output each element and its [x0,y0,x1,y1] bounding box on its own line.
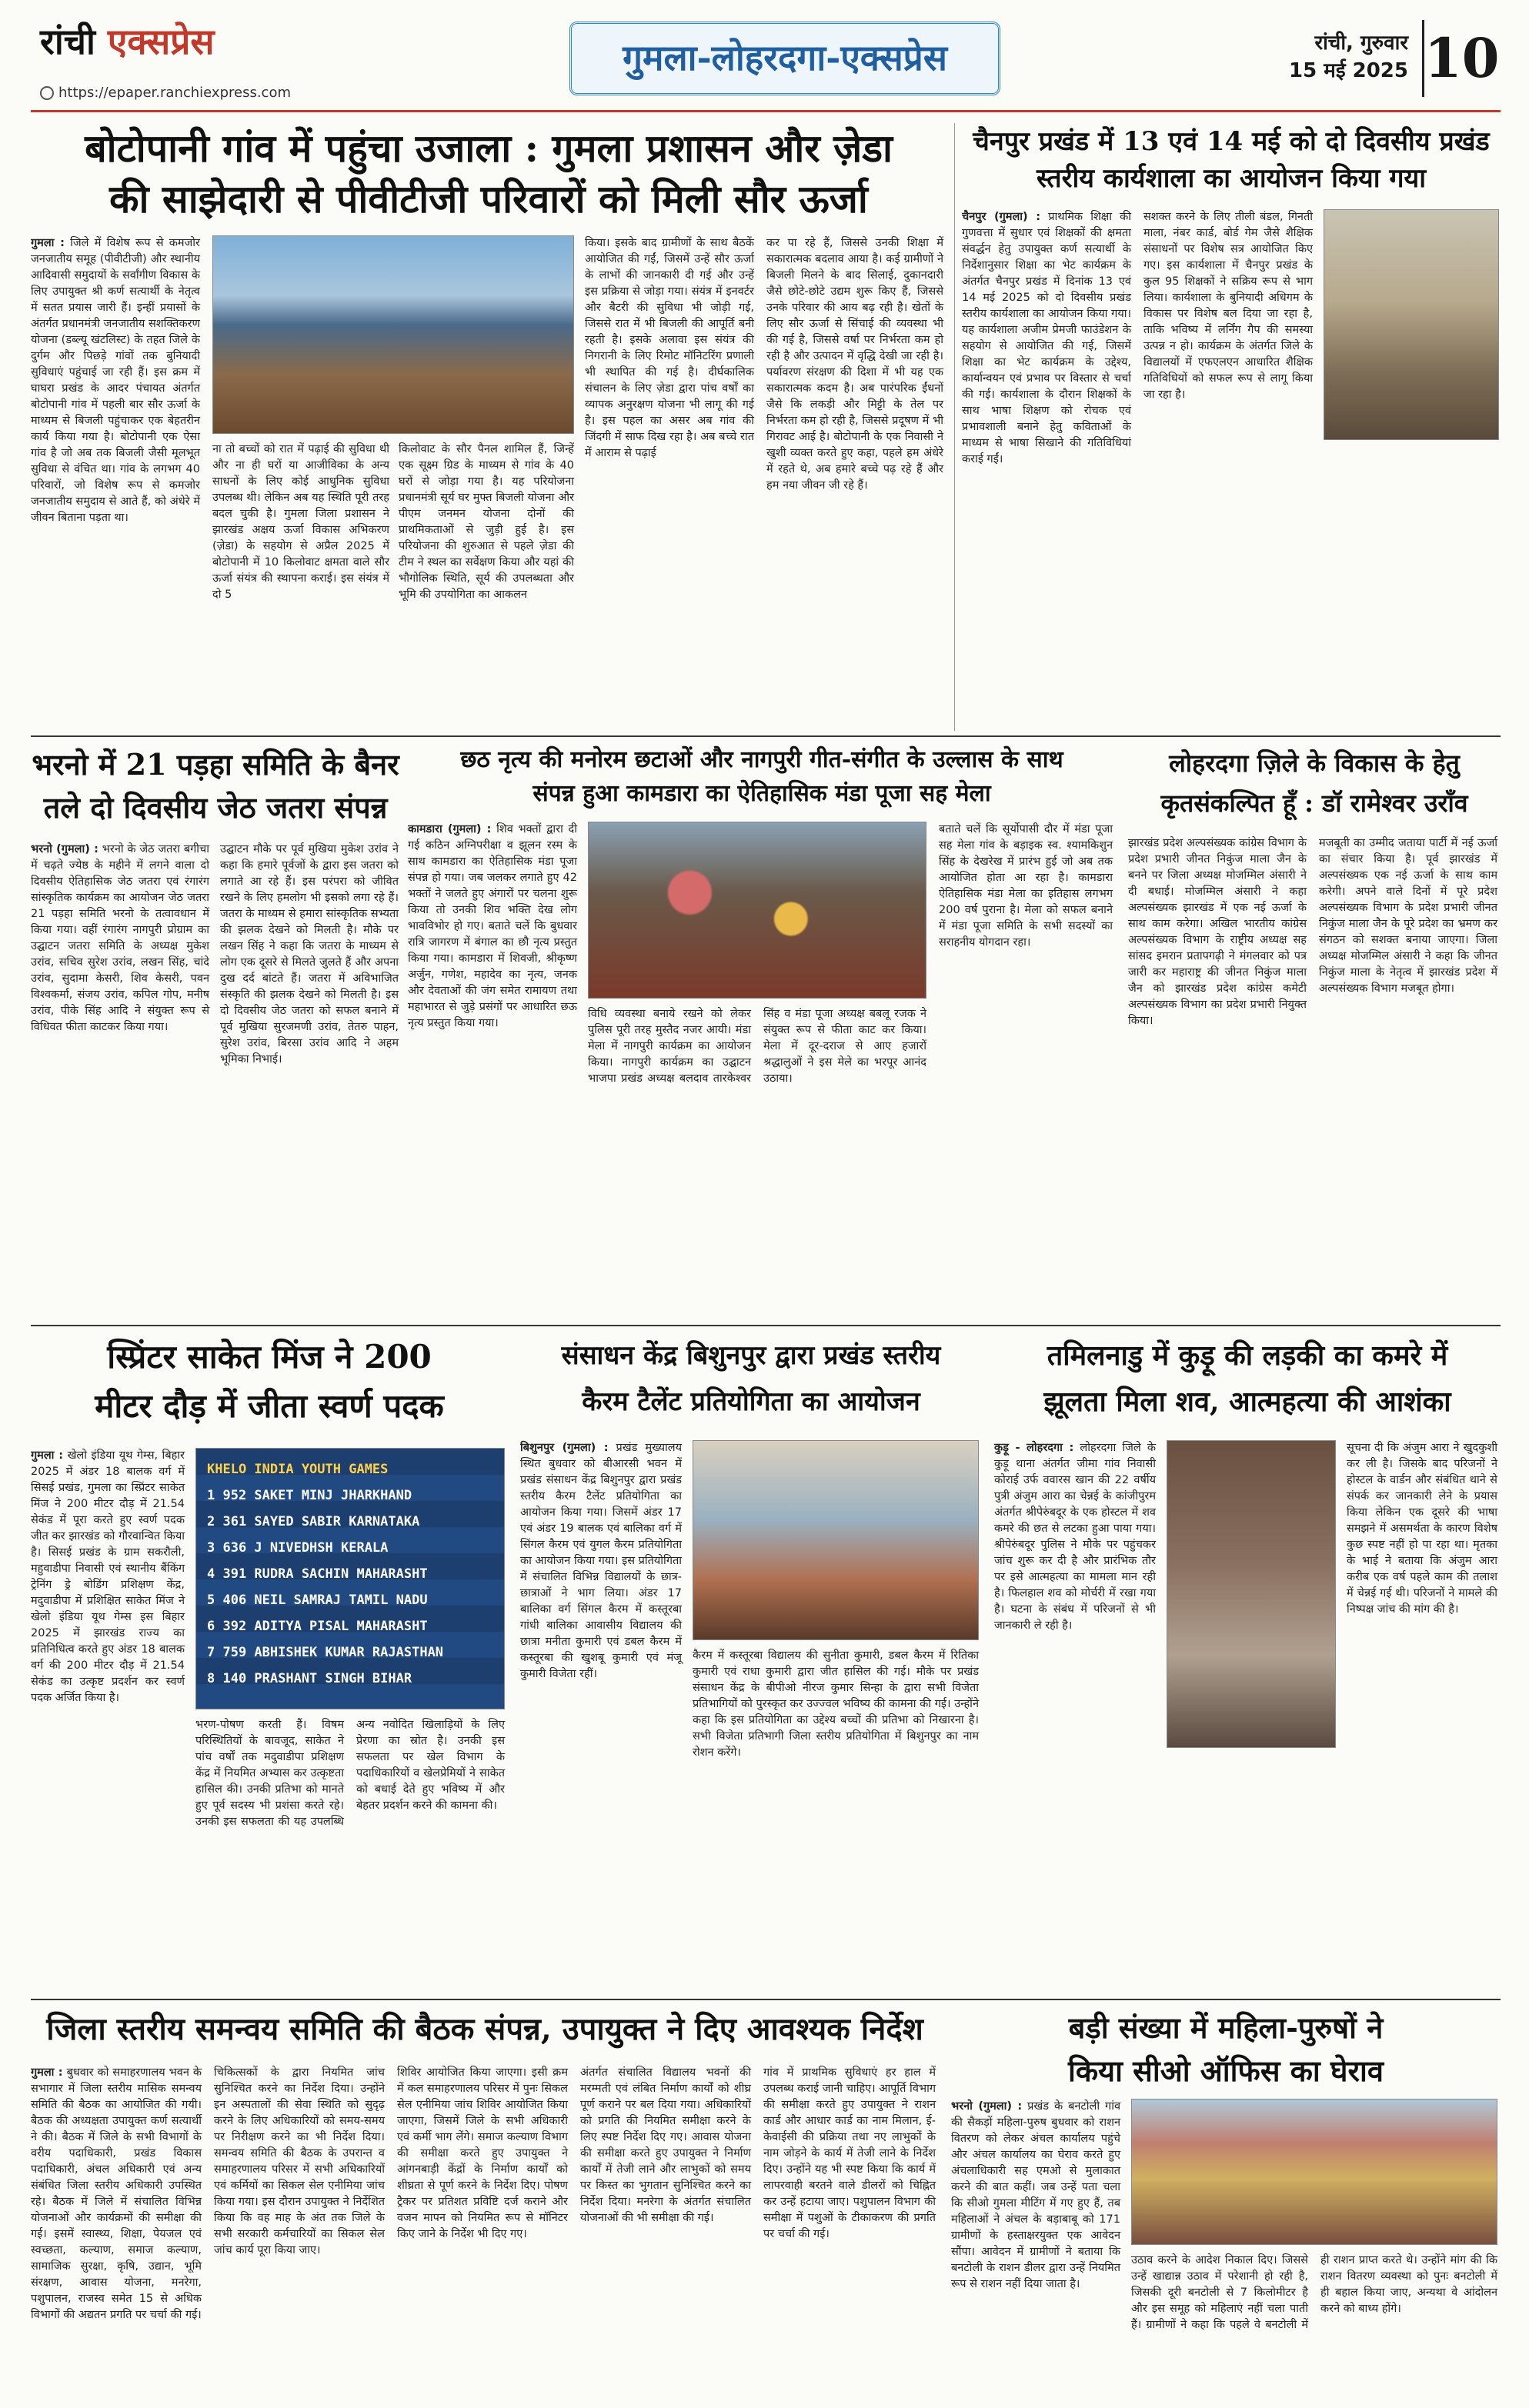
story-workshop-col1-text: प्राथमिक शिक्षा की गुणवत्ता में सुधार एवं शिक्षकों की क्षमता संवर्द्धन हेतु उपायुक्त कर्ण सत्यार्थी के निर्देशानुसार शिक्षा का भेट कार्यक्रम के अंतर्गत चैनपुर प्रखंड में दिनांक 13 एवं 14 मई 2025 को दो दिवसीय प्रखंड स्तरीय कार्यशाला का आयोजन किया गया। यह कार्यशाला अजीम प्रेमजी फाउंडेशन के सहयोग से आयोजित की गई, जिसमें शिक्षा का भेट कार्यक्रम के उद्देश्य, कार्यान्वयन एवं प्रभाव पर विस्तार से चर्चा की गई। कार्यशाला के दौरान शिक्षकों के साथ भाषा शिक्षण को रोचक एवं प्रभावशाली बनाने हेतु कविताओं के माध्यम से भाषा सिखाने की गतिविधियां कराई गईं। [962,211,1131,465]
story-workshop-col2 [1143,209,1313,728]
story-tamilnadu-col1 [994,1440,1156,1991]
story-meeting-col3-text: शिविर आयोजित किया जाएगा। इसी क्रम में कल समाहरणालय परिसर में पुनः सिकल सेल एनीमिया जांच शिविर आयोजित किया जाएगा, जिसमें जिले के सभी अधिकारी एवं कर्मी भाग लेंगे। समाज कल्याण विभाग की समीक्षा करते हुए उपायुक्त ने आंगनबाड़ी केंद्रों के निर्माण कार्यों को शीघ्रता से पूर्ण करने के निर्देश दिए। पोषण ट्रैकर पर प्रतिशत प्रविष्टि दर्ज कराने और वजन मापन को नियमित रूप से मॉनिटर किए जाने के निर्देश भी दिए गए। [397,2066,568,2240]
story-solar-col4-text: किया। इसके बाद ग्रामीणों के साथ बैठकें आयोजित की गईं, जिसमें उन्हें सौर ऊर्जा के लाभों की जानकारी दी गई और उन्हें इस प्रक्रिया से जोड़ा गया। संयंत्र में इनवर्टर और बैटरी की सुविधा भी जोड़ी गई, जिससे रात में भी बिजली की आपूर्ति बनी रहती है। इसके अलावा इस संयंत्र की निगरानी के लिए रिमोट मॉनिटरिंग प्रणाली भी स्थापित की गई है। दीर्घकालिक संचालन के लिए ज़ेडा द्वारा पांच वर्षों का व्यापक अनुरक्षण योजना भी लागू की गई है। इस पहल का असर अब गांव की जिंदगी में साफ दिख रहा है। अब बच्चे रात में आराम से पढ़ाई [585,237,754,459]
story-sprinter-col1 [31,1448,185,1991]
story-jatra-headline-line2: तले दो दिवसीय जेठ जतरा संपन्न [43,790,388,825]
story-manda-headline [408,743,1116,811]
story-carrom-dateline: बिशुनपुर (गुमला) : [520,1442,609,1454]
story-meeting-col1 [31,2065,202,2397]
story-carrom-photo [693,1440,979,1640]
story-meeting-col5-text: गांव में प्राथमिक सुविधाएं हर हाल में उपलब्ध कराई जानी चाहिए। आपूर्ति विभाग की समीक्षा करते हुए उपायुक्त ने राशन कार्ड और आधार कार्ड का नाम मिलान, ई-केवाईसी की प्रक्रिया तथा नए लाभुकों के नाम जोड़ने के कार्य में तेजी लाने के निर्देश दिए। उन्होंने यह भी स्पष्ट किया कि कार्य में लापरवाही बरतने वाले डीलरों को चिह्नित कर उन्हें हटाया जाए। पशुपालन विभाग की समीक्षा में पशुओं के टीकाकरण की प्रगति पर चर्चा की गई। [763,2066,936,2240]
story-manda [408,743,1116,1320]
story-manda-headline-line1: छठ नृत्य की मनोरम छटाओं और नागपुरी गीत-संगीत के उल्लास के साथ [460,746,1063,773]
results-board-row: 4 391 RUDRA SACHIN MAHARASHT [207,1566,428,1582]
story-carrom-col1 [520,1440,682,1991]
story-carrom-col2-text: कैरम में कस्तूरबा विद्यालय की सुनीता कुमारी, डबल कैरम में रितिका कुमारी एवं राधा कुमारी द्वारा जीत हासिल की गई। मौके पर प्रखंड संसाधन केंद्र के बीपीओ नीरज कुमार सिन्हा के द्वारा सभी विजेता प्रतिभागियों को पुरस्कृत कर उज्ज्वल भविष्य की कामना की गई। उन्होंने कहा कि इस प्रतियोगिता का उद्देश्य बच्चों की प्रतिभा को निखारना है। सभी विजेता प्रतिभागी जिला स्तरीय प्रतियोगिता में बिशुनपुर का नाम रोशन करेंगे। [693,1649,979,1759]
story-gherao-headline-line2: किया सीओ ऑफिस का घेराव [1068,2053,1384,2088]
story-carrom [520,1332,982,1994]
story-manda-photo [588,822,926,999]
story-gherao-col1 [951,2099,1120,2397]
story-gherao-col1-text: प्रखंड के बनटोली गांव की सैकड़ों महिला-पुरुष बुधवार को राशन वितरण को लेकर अंचल कार्यालय पहुंचे और अंचल कार्यालय का घेराव करते हुए अंचलाधिकारी सह एमओ से मुलाकात करने की बात कहीं। जब उन्हें पता चला कि सीओ गुमला मीटिंग में गए हुए हैं, तब महिलाओं ने अंचल के बड़ाबाबू को 171 ग्रामीणों के हस्ताक्षरयुक्त एक आवेदन सौंपा। आवेदन में ग्रामीणों ने बताया कि बनटोली के राशन डीलर द्वारा उन्हें नियमित रूप से राशन नहीं दिया जाता है। [951,2100,1121,2290]
story-solar-col1 [31,235,200,728]
section-rule [31,1999,1501,2000]
story-jatra-col2-text: उद्घाटन मौके पर पूर्व मुखिया मुकेश उरांव ने कहा कि हमारे पूर्वजों के द्वारा इस जतरा को लगाते आ रहे हैं। इस परंपरा को जीवित रखने के लिए हमलोग भी इसको लगा रहे हैं। जतरा के माध्यम से हमारा सांस्कृतिक सभ्यता की झलक देखने को मिलती है। मौके पर लखन सिंह ने कहा कि जतरा के माध्यम से लोग एक दूसरे से मिलते जुलते हैं और अपना दुख दर्द बांटते हैं। जतरा में अविभाजित संस्कृति की झलक देखने को मिलती है। इस दो दिवसीय जेठ जतरा को सफल बनाने में पूर्व मुखिया सुरजमणी उरांव, तेतरु पाहन, सुरेश उरांव, बिरसा उरांव आदि ने अहम भूमिका निभाई। [220,843,399,1066]
issue-date-text: 15 मई 2025 [1289,59,1408,82]
story-workshop-col1 [962,209,1131,728]
story-meeting-col4-text: अंतर्गत संचालित विद्यालय भवनों की मरम्मती एवं लंबित निर्माण कार्यों को शीघ्र पूर्ण कराने पर बल दिया गया। अधिकारियों को प्रगति की नियमित समीक्षा करने के लिए स्पष्ट निर्देश दिए गए। आवास योजना की समीक्षा करते हुए उपायुक्त ने निर्माण कार्यों में तेजी लाने और लाभुकों को समय पर किस्त का भुगतान सुनिश्चित करने का निर्देश दिया। मनरेगा के अंतर्गत संचालित योजनाओं की भी समीक्षा की गई। [580,2066,751,2224]
story-workshop-col2-text: सशक्त करने के लिए तीली बंडल, गिनती माला, नंबर कार्ड, बोर्ड गेम जैसे शैक्षिक संसाधनों पर विशेष सत्र आयोजित किए गए। इस कार्यशाला में चैनपुर प्रखंड के कुल 95 शिक्षकों ने सक्रिय रूप से भाग लिया। कार्यशाला के बुनियादी अधिगम के विकास पर विशेष बल दिया जा रहा है, ताकि भविष्य में लर्निंग गैप की समस्या उत्पन्न न हो। कार्यक्रम के अंतर्गत जिले के विद्यालयों में एफएलएन आधारित शैक्षिक गतिविधियों को सफल रूप से लागू किया जा रहा है। [1143,211,1313,401]
story-meeting [31,2006,939,2400]
story-jatra-col1 [31,842,209,1319]
story-manda-col2-text: विधि व्यवस्था बनाये रखने को लेकर पुलिस पूरी तरह मुस्तैद नजर आयी। मंडा मेला में नागपुरी कार्यक्रम का आयोजन किया। नागपुरी कार्यक्रम का उद्घाटन भाजपा प्रखंड अध्यक्ष बलदाव तारकेश्वर सिंह व मंडा पूजा अध्यक्ष बबलू रजक ने संयुक्त रूप से फीता काट कर किया। मेला में दूर-दराज से आए हजारों श्रद्धालुओं ने इस मेले का भरपूर आनंद उठाया। [588,1008,926,1085]
results-board-row: 2 361 SAYED SABIR KARNATAKA [207,1514,420,1529]
results-board-photo [195,1448,505,1709]
results-board-row: 3 636 J NIVEDHSH KERALA [207,1540,389,1556]
story-manda-dateline: कामडारा (गुमला) : [408,823,492,835]
issue-date [1289,29,1408,85]
results-board-row: 8 140 PRASHANT SINGH BIHAR [207,1671,412,1686]
story-sprinter-headline [31,1332,508,1431]
story-lohardaga-headline-line1: लोहरदगा ज़िले के विकास के हेतु [1169,749,1460,778]
story-solar [31,123,946,731]
results-board-row: 1 952 SAKET MINJ JHARKHAND [207,1488,412,1503]
results-board-title: KHELO INDIA YOUTH GAMES [207,1462,389,1477]
story-carrom-headline [520,1332,982,1425]
story-meeting-col5 [763,2065,936,2397]
story-manda-col1-text: शिव भक्तों द्वारा दी गई कठिन अग्निपरीक्षा व झूलन रस्म के साथ कामडारा का ऐतिहासिक मंडा पूजा संपन्न हो गया। जब जलकर लगाते हुए 42 भक्तों ने जलते हुए अंगारों पर चलना शुरू किया तो उनकी शिव भक्ति देख लोग भावविभोर हो गए। बताते चलें कि बुधवार रात्रि जागरण में बंगाल का छौ नृत्य प्रस्तुत किया गया। कामडारा में शिवजी, श्रीकृष्ण अर्जुन, गणेश, महादेव का नृत्य, जनक और देवताओं की जंग समेत रामायण तथा महाभारत से जुड़े प्रसंगों पर आधारित छऊ नृत्य प्रस्तुत किया गया। [408,823,577,1029]
story-manda-col3 [939,822,1113,1319]
story-meeting-col2-text: चिकित्सकों के द्वारा नियमित जांच सुनिश्चित करने का निर्देश दिया। उन्होंने इन अस्पतालों की सेवा स्थिति को सुदृढ़ करने के लिए अधिकारियों को समय-समय पर निरीक्षण करने का भी निर्देश दिया। समन्वय समिति की बैठक के उपरान्त व समाहरणालय परिसर में सभी अधिकारियों एवं कर्मियों का सिकल सेल एनीमिया जांच किया गया। इस दौरान उपायुक्त ने निर्देशित किया कि वह माह के अंत तक जिले के सभी सरकारी कर्मचारियों का सिकल सेल जांच कार्य पूरा किया जाए। [214,2066,385,2256]
story-gherao-headline-line1: बड़ी संख्या में महिला-पुरुषों ने [1068,2010,1384,2045]
story-workshop-photo [1324,209,1499,440]
story-tamilnadu-headline [994,1332,1501,1425]
story-jatra-dateline: भरनो (गुमला) : [31,843,98,855]
story-lohardaga [1128,743,1501,1320]
story-workshop-headline: चैनपुर प्रखंड में 13 एवं 14 मई को दो दिवसीय प्रखंड स्तरीय कार्यशाला का आयोजन किया गया [973,126,1490,194]
story-jatra-col1-text: भरनो के जेठ जतरा बगीचा में चढ़ते ज्येष्ठ के महीने में लगने वाला दो दिवसीय ऐतिहासिक जेठ जतरा एवं रंगारंग सांस्कृतिक कार्यक्रम का आयोजन जेठ जतरा 21 पड़हा समिति भरनो के तत्वावधान में किया गया। वहीं रंगारंग नागपुरी प्रोग्राम का उद्घाटन जतरा समिति के अध्यक्ष मुकेश उरांव, सचिव सुरेश उरांव, लखन सिंह, चांदे उरांव, सुदामा केसरी, शिव केसरी, पवन विश्वकर्मा, संजय उरांव, कपिल गोप, मनीष उरांव, पीके सिंह आदि ने संयुक्त रूप से विधिवत फीता काटकर किया गया। [31,843,210,1033]
website-url[interactable] [40,85,291,101]
story-solar-col2-text: ना तो बच्चों को रात में पढ़ाई की सुविधा थी और ना ही घरों या आजीविका के अन्य साधनों के लिए कोई आधुनिक सुविधा उपलब्ध थी। लेकिन अब यह स्थिति पूरी तरह बदल चुकी है। गुमला जिला प्रशासन ने झारखंड अक्षय ऊर्जा विकास अभिकरण (ज़ेडा) के सहयोग से अप्रैल 2025 में बोटोपानी में 10 किलोवाट क्षमता वाले सौर ऊर्जा संयंत्र की स्थापना कराई। इस संयंत्र में दो 5 [212,443,389,601]
story-jatra-headline-line1: भरनो में 21 पड़हा समिति के बैनर [32,747,399,782]
story-tamilnadu-col1-text: लोहरदगा जिले के कुड़ू थाना अंतर्गत जीमा गांव निवासी कोराई उर्फ ववारस खान की 22 वर्षीय पुत्री अंजुम आरा का चेन्नई के कांजीपुरम अंतर्गत श्रीपेरुंबदूर के एक होस्टल में शव कमरे की छत से लटका हुआ पाया गया। श्रीपेरुंबदूर पुलिस ने मौके पर पहुंचकर जांच शुरू कर दी है और प्रारंभिक तौर पर इसे आत्महत्या का मामला मान रही है। फिलहाल शव को मोर्चरी में रखा गया है। घटना के संबंध में परिजनों से भी जानकारी ले रही है। [994,1442,1156,1632]
story-meeting-dateline: गुमला : [31,2066,63,2079]
story-carrom-headline-line2: कैरम टैलेंट प्रतियोगिता का आयोजन [582,1386,920,1417]
story-manda-headline-line2: संपन्न हुआ कामडारा का ऐतिहासिक मंडा पूजा सह मेला [532,780,991,807]
story-gherao-col2-text: उठाव करने के आदेश निकाल दिए। जिससे उन्हें खाद्यान्न उठाव में परेशानी हो रही है, जिसकी दूरी बनटोली से 7 किलोमीटर है और इस समूह को महिलाएं नहीं चला पाती हैं। ग्रामीणों ने कहा कि पहले वे बनटोली में ही राशन प्राप्त करते थे। उन्होंने मांग की कि राशन वितरण व्यवस्था को पुनः बनटोली में ही बहाल किया जाए, अन्यथा वे आंदोलन करने को बाध्य होंगे। [1131,2254,1497,2331]
story-lohardaga-col2 [1319,835,1497,1319]
story-workshop [962,123,1501,731]
story-manda-col1 [408,822,577,1319]
story-tamilnadu-col2-text: सूचना दी कि अंजुम आरा ने खुदकुशी कर ली है। जिसके बाद परिजनों ने होस्टल के वार्डन और संबंधित थाने से संपर्क कर जानकारी लेने के प्रयास किया लेकिन एक दूसरे की भाषा समझने में असमर्थता के कारण विशेष कुछ स्पष्ट नहीं हो पा रहा था। मृतका के भाई ने बताया कि अंजुम आरा करीब एक वर्ष पहले काम की तलाश में चेन्नई गई थी। परिजनों ने मामले की निष्पक्ष जांच की मांग की है। [1347,1442,1497,1616]
story-solar-photo [212,235,574,434]
issue-day: रांची, गुरुवार [1314,32,1408,55]
story-jatra-col2 [220,842,399,1319]
story-carrom-col1-text: प्रखंड मुख्यालय स्थित बुधवार को बीआरसी भवन में प्रखंड संसाधन केंद्र बिशुनपुर द्वारा प्रखंड स्तरीय कैरम टैलेंट प्रतियोगिता का आयोजन किया गया। जिसमें अंडर 17 एवं अंडर 19 बालक एवं बालिका वर्ग में सिंगल कैरम एवं युगल कैरम प्रतियोगिता का आयोजन किया गया। इस प्रतियोगिता में संचालित विभिन्न विद्यालयों के छात्र-छात्राओं ने भाग लिया। अंडर 17 बालिका वर्ग सिंगल कैरम में कस्तूरबा गांधी बालिका आवासीय विद्यालय की छात्रा मनीता कुमारी एवं डबल कैरम में कस्तूरबा की खुशबू कुमारी एवं मंजू कुमारी विजेता रहीं। [520,1442,682,1680]
story-tamilnadu-col2 [1347,1440,1497,1991]
story-solar-headline-line1: बोटोपानी गांव में पहुंचा उजाला : गुमला प्रशासन और ज़ेडा [85,125,893,171]
story-lohardaga-col1-text: झारखंड प्रदेश अल्पसंख्यक कांग्रेस विभाग के प्रदेश प्रभारी जीनत निकुंज माला जैन के बनने पर जिला अध्यक्ष मोजम्मिल अंसारी ने दी बधाई। मोजम्मिल अंसारी ने कहा अल्पसंख्यक झारखंड में एक नई ऊर्जा के साथ काम करेगा। अखिल भारतीय कांग्रेस अल्पसंख्यक विभाग के राष्ट्रीय अध्यक्ष सह सांसद इमरान प्रतापगढ़ी ने मंगलवार को पत्र जारी कर महाराष्ट्र की जीनत निकुंज माला जैन को झारखंड प्रदेश कांग्रेस कमेटी अल्पसंख्यक विभाग का प्रदेश प्रभारी नियुक्त किया। [1128,837,1307,1027]
story-gherao [951,2006,1501,2400]
story-solar-col5 [766,235,943,728]
newspaper-logo [40,17,214,65]
story-tamilnadu-headline-line1: तमिलनाडु में कुड़ू की लड़की का कमरे में [1047,1339,1448,1372]
story-gherao-col2 [1131,2253,1497,2397]
story-solar-dateline: गुमला : [31,237,65,249]
story-manda-col2 [588,1006,926,1319]
story-solar-col1-text: जिले में विशेष रूप से कमजोर जनजातीय समूह (पीवीटीजी) और स्थानीय आदिवासी समुदायों के सर्वांगीण विकास के लिए उपायुक्त श्री कर्ण सत्यार्थी के नेतृत्व में सतत प्रयास जारी हैं। इन्हीं प्रयासों के अंतर्गत प्रधानमंत्री जनजातीय सशक्तिकरण योजना (डब्ल्यू खंटलिस्ट) के तहत जिले के दुर्गम और पिछड़े गांवों तक बुनियादी सुविधाएं पहुंचाई जा रही हैं। इस क्रम में घाघरा प्रखंड के आदर पंचायत अंतर्गत बोटोपानी गांव में पहली बार सौर ऊर्जा के माध्यम से बिजली पहुंचाकर एक बेहतरीन कार्य किया गया है। बोटोपानी एक ऐसा गांव है जो अब तक बिजली जैसी मूलभूत सुविधा से वंचित था। गांव के लगभग 40 परिवारों, जो विशेष रूप से कमजोर जनजातीय समुदाय से आते हैं, को अंधेरे में जीवन बिताना पड़ता था। [31,237,200,524]
story-jatra [31,743,400,1320]
story-sprinter-col2 [195,1717,505,1991]
results-board-row: 7 759 ABHISHEK KUMAR RAJASTHAN [207,1645,444,1660]
story-tamilnadu-headline-line2: झूलता मिला शव, आत्महत्या की आशंका [1043,1386,1451,1418]
story-gherao-dateline: भरनो (गुमला) : [951,2100,1023,2113]
story-meeting-headline: जिला स्तरीय समन्वय समिति की बैठक संपन्न, उपायुक्त ने दिए आवश्यक निर्देश [46,2011,923,2047]
results-board-row: 5 406 NEIL SAMRAJ TAMIL NADU [207,1593,428,1608]
column-divider [954,123,955,731]
story-sprinter-col1-text: खेलो इंडिया यूथ गेम्स, बिहार 2025 में अंडर 18 बालक वर्ग में सिसई प्रखंड, गुमला का स्प्रिंटर साकेत मिंज ने 200 मीटर दौड़ में 21.54 सेकंड में पूरा करते हुए स्वर्ण पदक जीत कर झारखंड को गौरवान्वित किया है। सिसई प्रखंड के ग्राम सकरौली, महुवाडीपा निवासी एवं स्थानीय बैंकिंग ट्रेनिंग ड्रे बोडिंग प्रशिक्षण केंद्र, मदुवाडीपा में प्रशिक्षित साकेत मिंज ने खेलो इंडिया यूथ गेम्स इस बिहार 2025 में झारखंड राज्य का प्रतिनिधित्व करते हुए अंडर 18 बालक वर्ग की 200 मीटर दौड़ में 21.54 सेकंड का उत्कृष्ट प्रदर्शन कर स्वर्ण पदक अर्जित किया है। [31,1449,185,1704]
section-title: गुमला-लोहरदगा-एक्सप्रेस [569,22,1000,95]
section-rule [31,1325,1501,1326]
story-meeting-col1-text: बुधवार को समाहरणालय भवन के सभागार में जिला स्तरीय मासिक समन्वय समिति की बैठक का आयोजित की गयी। बैठक की अध्यक्षता उपायुक्त कर्ण सत्यार्थी ने की। बैठक में जिले के सभी विभागों के वरीय पदाधिकारी, प्रखंड विकास पदाधिकारी, अंचल अधिकारी एवं अन्य संबंधित जिला स्तरीय अधिकारी उपस्थित रहे। बैठक में जिले में संचालित विभिन्न योजनाओं और कार्यक्रमों की समीक्षा की गई। इसमें स्वास्थ्य, शिक्षा, पेयजल एवं स्वच्छता, कल्याण, समाज कल्याण, सामाजिक सुरक्षा, कृषि, उद्यान, भूमि संरक्षण, आवास योजना, मनरेगा, पशुपालन, राजस्व समेत 15 से अधिक विभागों की अद्यतन प्रगति पर चर्चा की गई। [31,2066,202,2321]
story-sprinter [31,1332,508,1994]
url-text: https://epaper.ranchiexpress.com [58,85,292,101]
story-lohardaga-headline [1128,743,1501,823]
story-meeting-col4 [580,2065,751,2397]
story-solar-headline-line2: की साझेदारी से पीवीटीजी परिवारों को मिली सौर ऊर्जा [109,176,868,222]
story-carrom-headline-line1: संसाधन केंद्र बिशुनपुर द्वारा प्रखंड स्तरीय [561,1340,941,1371]
section-rule [31,735,1501,737]
story-sprinter-dateline: गुमला : [31,1449,64,1462]
globe-icon [40,86,54,100]
results-board-row: 6 392 ADITYA PISAL MAHARASHT [207,1619,428,1634]
story-solar-col5-text: कर पा रहे हैं, जिससे उनकी शिक्षा में सकारात्मक बदलाव आया है। कई ग्रामीणों ने बिजली मिलने के बाद सिलाई, दुकानदारी जैसे छोटे-छोटे उद्यम शुरू किए हैं, जिससे उनके परिवार की आय बढ़ रही है। खेतों के लिए सौर ऊर्जा से सिंचाई की व्यवस्था भी की गई है, जिससे वर्षा पर निर्भरता कम हो रही है और उत्पादन में वृद्धि देखी जा रही है। पर्यावरण संरक्षण की दिशा में भी यह एक सकारात्मक कदम है। अब पारंपरिक ईंधनों जैसे कि लकड़ी और मिट्टी के तेल पर निर्भरता कम हो रही है, जिससे प्रदूषण में भी गिरावट आई है। बोटोपानी के एक निवासी ने खुशी व्यक्त करते हुए कहा, पहले हम अंधेरे में रहते थे, अब हमारे बच्चे पढ़ रहे हैं और हम नया जीवन जी रहे हैं। [766,237,943,492]
story-solar-col4 [585,235,754,728]
story-meeting-col3 [397,2065,568,2397]
story-lohardaga-headline-line2: कृतसंकल्पित हूँ : डॉ रामेश्वर उराँव [1160,789,1468,818]
story-solar-col3-text: किलोवाट के सौर पैनल शामिल हैं, जिन्हें एक सूक्ष्म ग्रिड के माध्यम से गांव के 40 घरों से जोड़ा गया है। यह परियोजना प्रधानमंत्री सूर्य घर मुफ्त बिजली योजना और पीएम जनमन योजना दोनों की प्राथमिकताओं से जुड़ी हुई है। इस परियोजना की शुरुआत से पहले ज़ेडा की टीम ने स्थल का सर्वेक्षण किया और यहां की भौगोलिक स्थिति, सूर्य की उपलब्धता और भूमि की उपयोगिता का आकलन [399,443,574,601]
logo-accent-text: एक्सप्रेस [107,21,215,62]
story-sprinter-headline-line1: स्प्रिंटर साकेत मिंज ने 200 [107,1338,432,1376]
page-number: 10 [1422,20,1493,97]
masthead [31,14,1501,112]
story-sprinter-headline-line2: मीटर दौड़ में जीता स्वर्ण पदक [95,1387,444,1425]
story-solar-col3 [399,442,574,728]
story-meeting-col2 [214,2065,385,2397]
story-sprinter-col2-text: भरण-पोषण करती हैं। विषम परिस्थितियों के बावजूद, साकेत ने पांच वर्षों तक मदुवाडीपा प्रशिक्षण केंद्र में नियमित अभ्यास कर उत्कृष्टता हासिल की। उनकी प्रतिभा को मानते हुए पूर्व सदस्य भी प्रशंसा करते रहे। उनकी इस सफलता की यह उपलब्धि अन्य नवोदित खिलाड़ियों के लिए प्रेरणा का स्रोत है। उनकी इस सफलता पर खेल विभाग के पदाधिकारियों व खेलप्रेमियों ने साकेत को बधाई देते हुए भविष्य में और बेहतर प्रदर्शन करने की कामना की। [195,1719,505,1828]
logo-main-text: रांची [40,21,95,62]
story-jatra-headline [31,743,400,829]
story-lohardaga-col1 [1128,835,1307,1319]
story-solar-col2 [212,442,389,728]
story-lohardaga-col2-text: मजबूती का उम्मीद जताया पार्टी में नई ऊर्जा का संचार किया है। पूर्व झारखंड में अल्पसंख्यक एक नई ऊर्जा के साथ काम करेगी। अपने वाले दिनों में पूरे प्रदेश अल्पसंख्यक विभाग के प्रदेश प्रभारी जीनत निकुंज माला जैन के पूरे प्रदेश का भ्रमण कर संगठन को सशक्त बनाया जाएगा। जिला अध्यक्ष मोजम्मिल अंसारी ने कहा कि जीनत निकुंज माला के नेतृत्व में झारखंड प्रदेश में अल्पसंख्यक विभाग मजबूत होगा। [1319,837,1497,995]
story-solar-headline [31,123,946,225]
story-tamilnadu-photo [1167,1440,1336,1748]
story-workshop-dateline: चैनपुर (गुमला) : [962,211,1041,223]
story-tamilnadu-dateline: कुड़ू - लोहरदगा : [994,1442,1074,1454]
story-gherao-headline [951,2006,1501,2093]
story-manda-col3-text: बताते चलें कि सूर्योपासी दौर में मंडा पूजा सह मेला गांव के बड़ाइक स्व. श्यामकिशुन सिंह के देखरेख में प्रारंभ हुई जो अब तक आयोजित होता आ रहा है। कामडारा ऐतिहासिक मंडा मेला का इतिहास लगभग 200 वर्ष पुराना है। मेला को सफल बनाने में मंडा पूजा समिति के सभी सदस्यों का सराहनीय योगदान रहा। [939,823,1113,949]
story-tamilnadu [994,1332,1501,1994]
story-gherao-photo [1131,2099,1497,2245]
story-carrom-col2 [693,1648,979,1991]
